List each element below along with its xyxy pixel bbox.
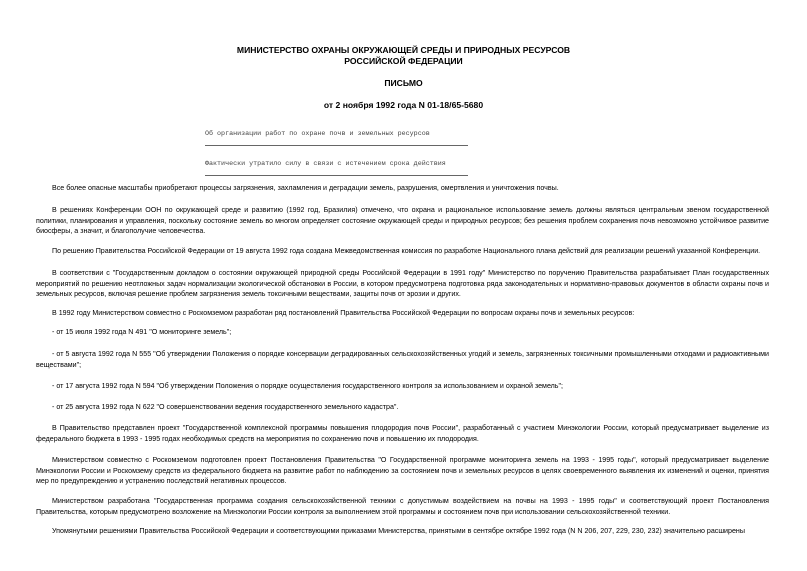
status-note: Фактически утратило силу в связи с истечением срока действия <box>205 160 446 168</box>
paragraph: В Правительство представлен проект "Государственной комплексной программы повышения плодородия почв России", разработанный с участием Минэкологии России, который предусматривает выделение из федерального бюджета в 1993 - 1995 годах необходимых средств на мероприятия по сохранению почв и повышению их плодородия. <box>36 424 769 443</box>
list-item: - от 17 августа 1992 года N 594 "Об утверждении Положения о порядке осуществления государственного контроля за использованием и охраной земель"; <box>52 382 563 390</box>
paragraph: Все более опасные масштабы приобретают процессы загрязнения, захламления и деградации земель, разрушения, омертвления и уничтожения почвы. <box>52 184 559 192</box>
list-item: - от 15 июля 1992 года N 491 "О мониторинге земель"; <box>52 328 232 336</box>
paragraph: Упомянутыми решениями Правительства Российской Федерации и соответствующими приказами Министерства, принятыми в сентябре октябре 1992 года (N N 206, 207, 229, 230, 232) значительно расширены <box>52 527 745 535</box>
paragraph: Министерством совместно с Роскомземом подготовлен проект Постановления Правительства "О Государственной программе мониторинга земель на 1993 - 1995 годы", который предусматривает выделение Минэкологии России и Роскомзему средств из федерального бюджета на развитие работ по наблюдению за состоянием почв и земельных ресурсов в целях своевременного выявления их изменений и оценки, принятия мер по предупреждению и устранению последствий негативных процессов. <box>36 456 769 486</box>
list-item: - от 25 августа 1992 года N 622 "О совершенствовании ведения государственного земельного кадастра". <box>52 403 399 411</box>
list-item: - от 5 августа 1992 года N 555 "Об утверждении Положения о порядке консервации деградированных сельскохозяйственных угодий и земель, загрязненных токсичными промышленными отходами и радиоактивными веществами"; <box>36 350 769 369</box>
document-subject: Об организации работ по охране почв и земельных ресурсов <box>205 130 430 138</box>
divider <box>205 145 468 146</box>
ministry-title-line2: РОССИЙСКОЙ ФЕДЕРАЦИИ <box>344 56 463 66</box>
document-type: ПИСЬМО <box>384 78 423 88</box>
paragraph: Министерством разработана "Государственная программа создания сельскохозяйственной техники с допустимым воздействием на почвы на 1993 - 1995 годы" и соответствующий проект Постановления Правительства, которым предусмотрено возложение на Минэкологии России контроля за выполнением этой программы и состоянием почв при использовании сельскохозяйственной техники. <box>36 497 769 516</box>
document-date-number: от 2 ноября 1992 года N 01-18/65-5680 <box>323 100 484 110</box>
paragraph: В решениях Конференции ООН по окружающей среде и развитию (1992 год, Бразилия) отмечено, что охрана и рациональное использование земель должны являться центральным звеном государственной политики, планирования и управления, поскольку состояние земель во многом определяет состояние окружающей среды и природных ресурсов; без решения проблем сохранения почв невозможно устойчивое развитие биосферы, а значит, и благополучие человечества. <box>36 206 769 236</box>
paragraph: В 1992 году Министерством совместно с Роскомземом разработан ряд постановлений Правительства Российской Федерации по вопросам охраны почв и земельных ресурсов: <box>52 309 635 317</box>
ministry-title-line1: МИНИСТЕРСТВО ОХРАНЫ ОКРУЖАЮЩЕЙ СРЕДЫ И ПРИРОДНЫХ РЕСУРСОВ <box>236 45 571 55</box>
paragraph: В соответствии с "Государственным докладом о состоянии окружающей природной среды Российской Федерации в 1991 году" Министерство по поручению Правительства разрабатывает План государственных мероприятий по решению неотложных задач нормализации экологической обстановки в России, в котором предусмотрена подготовка ряда законодательных и нормативно-правовых документов в области охраны почв и земельных ресурсов, включая решение проблем загрязнения земель токсичными веществами, защиты почв от эрозии и других. <box>36 269 769 299</box>
divider <box>205 175 468 176</box>
paragraph: По решению Правительства Российской Федерации от 19 августа 1992 года создана Межведомственная комиссия по разработке Национального плана действий для реализации решений указанной Конференции. <box>52 247 761 255</box>
